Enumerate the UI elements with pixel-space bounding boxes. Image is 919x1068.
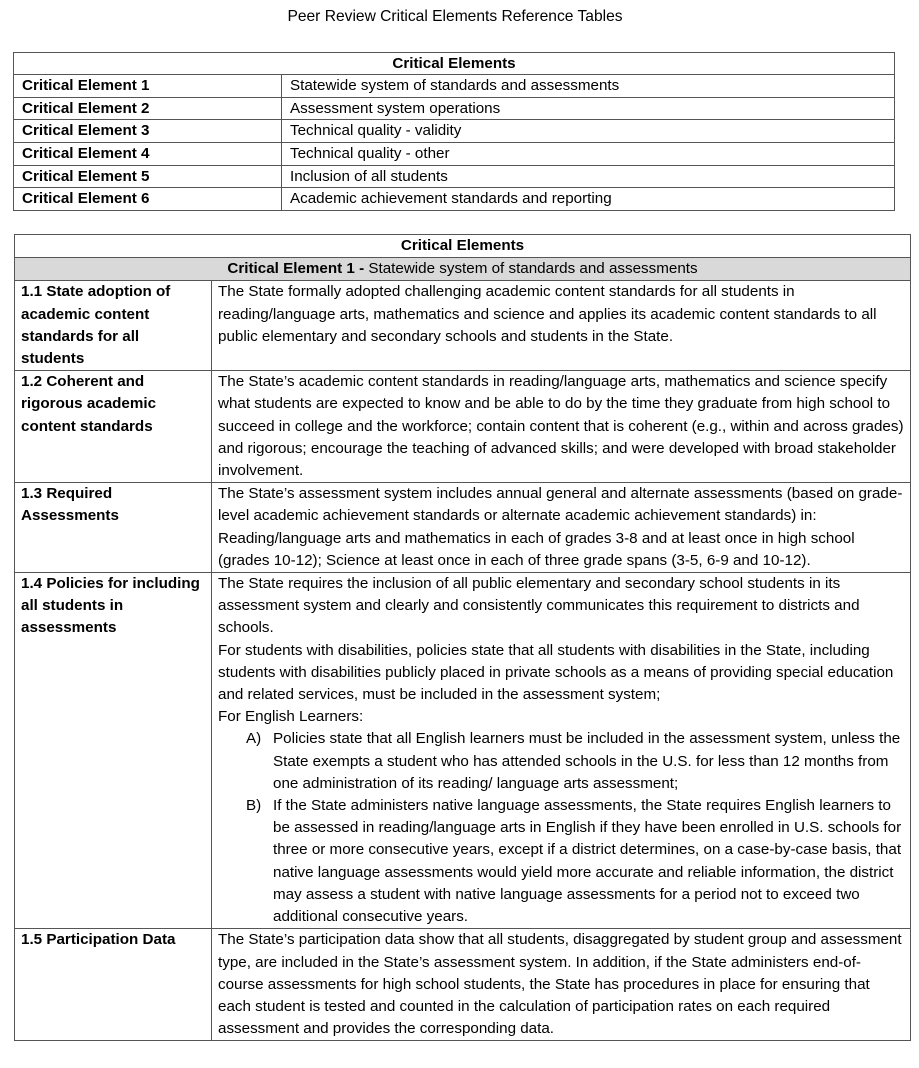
section-label: Critical Element 1 - bbox=[227, 260, 369, 278]
list-item-text: If the State administers native language assessments, the State requires English learners to be assessed in reading/language arts in English if they have been enrolled in U.S. schools for three or more consecutive years, except if a district determines, on a case-by-case basis, that native language assessments would yield more accurate and reliable information, the district may assess a student with native language assessments for a period not to exceed two additional consecutive years. bbox=[273, 797, 902, 926]
table-header-row bbox=[14, 53, 895, 75]
requirement-text: The State’s assessment system includes annual general and alternate assessments (based on grade-level academic achievement standards or alternate academic achievement standards) in: Reading/language arts and mathematics in each of grades 3-8 and at least once in high school (grades 10-12); Science at least once in each of three grade spans (3-5, 6-9 and 10-12). bbox=[212, 483, 911, 573]
list-marker: B) bbox=[246, 797, 262, 815]
table-row bbox=[14, 143, 895, 166]
element-description: Statewide system of standards and assessments bbox=[282, 75, 895, 98]
requirement-label: 1.1 State adoption of academic content standards for all students bbox=[15, 281, 212, 371]
table-header: Critical Elements bbox=[15, 235, 911, 258]
critical-element-1-detail-table bbox=[14, 234, 911, 1041]
table-row bbox=[14, 188, 895, 211]
section-header bbox=[15, 258, 911, 281]
table-row bbox=[14, 75, 895, 98]
requirement-label: 1.4 Policies for including all students in assessments bbox=[15, 573, 212, 929]
table-header: Critical Elements bbox=[14, 53, 895, 75]
table-row bbox=[15, 281, 911, 371]
document-title: Peer Review Critical Elements Reference Tables bbox=[287, 8, 623, 25]
table-row bbox=[14, 165, 895, 188]
table-row bbox=[15, 929, 911, 1041]
requirement-paragraph: The State requires the inclusion of all public elementary and secondary school students in its assessment system and clearly and consistently communicates this requirement to districts and schools. bbox=[218, 575, 860, 637]
requirement-paragraph: For students with disabilities, policies state that all students with disabilities in the State, including students with disabilities publicly placed in private schools as a means of providing special education and related services, must be included in the assessment system; bbox=[218, 641, 894, 704]
section-header-row bbox=[15, 258, 911, 281]
table-row bbox=[15, 573, 911, 929]
element-label: Critical Element 4 bbox=[14, 143, 282, 166]
requirement-paragraph: For English Learners: bbox=[218, 708, 364, 726]
element-label: Critical Element 1 bbox=[14, 75, 282, 98]
section-description: Statewide system of standards and assessments bbox=[368, 260, 698, 278]
element-description: Inclusion of all students bbox=[282, 165, 895, 188]
table-row bbox=[15, 371, 911, 483]
element-label: Critical Element 5 bbox=[14, 165, 282, 188]
requirement-text bbox=[212, 573, 911, 929]
table-row bbox=[14, 97, 895, 120]
critical-elements-summary-table bbox=[13, 52, 895, 211]
element-label: Critical Element 3 bbox=[14, 120, 282, 143]
element-label: Critical Element 6 bbox=[14, 188, 282, 211]
table-header-row bbox=[15, 235, 911, 258]
element-description: Technical quality - validity bbox=[282, 120, 895, 143]
element-description: Assessment system operations bbox=[282, 97, 895, 120]
element-label: Critical Element 2 bbox=[14, 97, 282, 120]
table-row bbox=[14, 120, 895, 143]
list-item bbox=[246, 795, 904, 928]
requirement-label: 1.3 Required Assessments bbox=[15, 483, 212, 573]
requirement-text: The State formally adopted challenging academic content standards for all students in reading/language arts, mathematics and science and applies its academic content standards to all public elementary and secondary schools and students in the State. bbox=[212, 281, 911, 371]
requirement-label: 1.2 Coherent and rigorous academic content standards bbox=[15, 371, 212, 483]
element-description: Technical quality - other bbox=[282, 143, 895, 166]
requirement-text: The State’s participation data show that all students, disaggregated by student group and assessment type, are included in the State’s assessment system. In addition, if the State administers end-of-course assessments for high school students, the State has procedures in place for ensuring that each student is tested and counted in the calculation of participation rates on each required assessment and provides the corresponding data. bbox=[212, 929, 911, 1041]
requirement-label: 1.5 Participation Data bbox=[15, 929, 212, 1041]
list-item-text: Policies state that all English learners must be included in the assessment system, unless the State exempts a student who has attended schools in the U.S. for less than 12 months from one administration of its reading/ language arts assessment; bbox=[273, 730, 901, 792]
element-description: Academic achievement standards and reporting bbox=[282, 188, 895, 211]
english-learner-list bbox=[218, 728, 904, 928]
requirement-text: The State’s academic content standards in reading/language arts, mathematics and science specify what students are expected to know and be able to do by the time they graduate from high school to succeed in college and the workforce; contain content that is coherent (e.g., within and across grades) and rigorous; encourage the teaching of advanced skills; and were developed with broad stakeholder involvement. bbox=[212, 371, 911, 483]
list-item bbox=[246, 728, 904, 795]
table-row bbox=[15, 483, 911, 573]
list-marker: A) bbox=[246, 730, 262, 748]
